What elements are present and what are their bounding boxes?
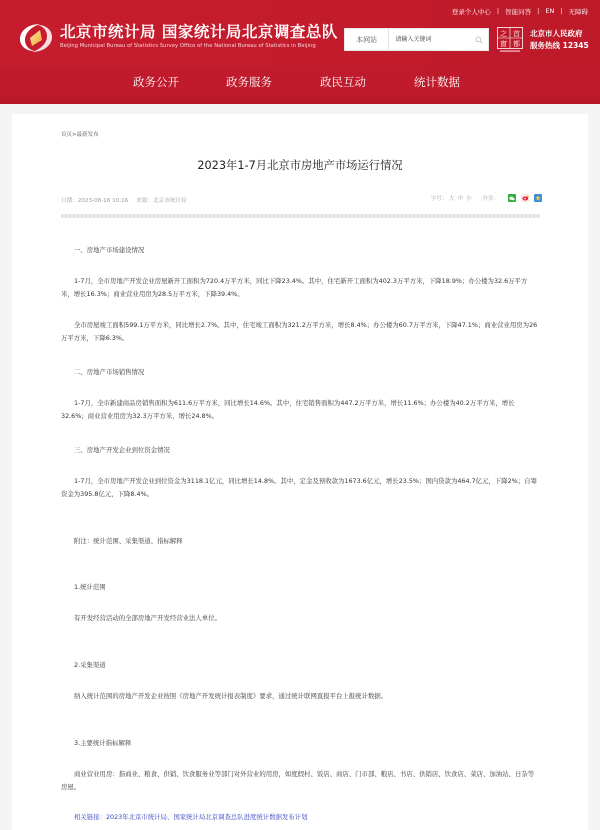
breadcrumb xyxy=(61,130,99,138)
search-button[interactable] xyxy=(470,29,488,50)
breadcrumb-home[interactable]: 首页 xyxy=(61,132,73,138)
site-title: 北京市统计局 国家统计局北京调查总队 xyxy=(60,23,338,41)
page-title: 2023年1-7月北京市房地产市场运行情况 xyxy=(197,159,403,172)
section-heading: 三、房地产开发企业到位资金情况 xyxy=(74,446,170,454)
paragraph: 1-7月，全市新建商品房销售面积为611.6万平方米，同比增长14.6%。其中，住宅销售面积为447.2万平方米，增长11.6%；办公楼为40.2万平方米，增长32.6%；商业营业用房为32.3万平方米，增长24.8%。 xyxy=(61,399,515,420)
section-heading: 一、房地产市场建设情况 xyxy=(74,246,145,254)
breadcrumb-current[interactable]: 最新发布 xyxy=(76,132,99,138)
qzone-share-icon[interactable] xyxy=(534,194,542,202)
font-size-small[interactable]: 小 xyxy=(466,196,472,202)
main-nav xyxy=(0,66,600,98)
hotline-info[interactable] xyxy=(530,28,589,52)
wechat-share-icon[interactable] xyxy=(508,194,516,202)
publish-date: 2023-08-16 10:16 xyxy=(77,198,129,204)
related-link[interactable]: 相关链接：2023年北京市统计局、国家统计局北京调查总队进度统计数据发布计划 xyxy=(74,813,308,821)
search-input[interactable] xyxy=(389,29,470,50)
share-label: 分享： xyxy=(482,196,499,202)
svg-text:都: 都 xyxy=(513,40,520,48)
login-link[interactable]: 登录个人中心 xyxy=(451,7,491,16)
capital-window-logo-icon[interactable] xyxy=(497,27,523,53)
note-heading: 3.主要统计指标解释 xyxy=(74,739,132,747)
hotline-line1: 北京市人民政府 xyxy=(530,29,583,38)
svg-text:之: 之 xyxy=(500,30,507,38)
separator: | xyxy=(537,7,540,15)
weibo-share-icon[interactable] xyxy=(521,194,529,202)
svg-text:窗: 窗 xyxy=(500,40,507,48)
hotline-line2: 服务热线 12345 xyxy=(530,41,589,50)
nav-item-gov-affairs[interactable]: 政务公开 xyxy=(133,75,179,89)
note-text: 纳入统计范围的房地产开发企业按照《房地产开发统计报表制度》要求，通过统计联网直报平台上报统计数据。 xyxy=(74,692,388,700)
search-scope-select[interactable]: 本网站 xyxy=(345,29,389,50)
nav-item-interaction[interactable]: 政民互动 xyxy=(320,75,366,89)
nav-item-gov-services[interactable]: 政务服务 xyxy=(226,75,272,89)
note-text: 有开发经营活动的全部房地产开发经营业法人单位。 xyxy=(74,614,221,622)
font-size-label: 字号： xyxy=(430,196,448,202)
article-card xyxy=(12,114,588,830)
date-label: 日期： xyxy=(61,198,78,204)
font-size-large[interactable]: 大 xyxy=(448,196,455,202)
note-heading: 1.统计范围 xyxy=(74,583,106,591)
nav-bottom-band xyxy=(0,97,600,104)
paragraph: 全市房屋竣工面积599.1万平方米，同比增长2.7%。其中，住宅竣工面积为321.2万平方米，增长8.4%；办公楼为60.7万平方米，下降47.1%；商业营业用房为26万平方米，下降6.3%。 xyxy=(61,321,538,342)
english-link[interactable]: EN xyxy=(545,7,555,15)
svg-text:首: 首 xyxy=(513,30,520,38)
search-icon xyxy=(475,36,483,44)
site-subtitle: Beijing Municipal Bureau of Statistics Survey Office of the National Bureau of Statistics in Beijing xyxy=(60,43,316,49)
top-links xyxy=(452,6,588,16)
paragraph: 1-7月，全市房地产开发企业房屋新开工面积为720.4万平方米，同比下降23.4%。其中，住宅新开工面积为402.3万平方米，下降18.9%；办公楼为32.6万平方米，增长16.3%；商业营业用房为28.5万平方米，下降39.4%。 xyxy=(61,277,528,298)
paragraph: 1-7月，全市房地产开发企业到位资金为3118.1亿元，同比增长14.8%。其中，定金及预收款为1673.6亿元，增长23.5%；国内贷款为464.7亿元，下降2%；自筹资金为395.8亿元，下降8.4%。 xyxy=(61,477,537,498)
site-header xyxy=(0,0,600,104)
notes-title: 附注：统计范围、采集渠道、指标解释 xyxy=(74,537,183,545)
article-meta xyxy=(61,196,187,204)
breadcrumb-separator: > xyxy=(72,132,77,138)
accessibility-link[interactable]: 无障碍 xyxy=(568,7,588,16)
separator: | xyxy=(560,7,563,15)
section-heading: 二、房地产市场销售情况 xyxy=(74,368,145,376)
search-box xyxy=(344,28,489,51)
note-heading: 2.采集渠道 xyxy=(74,661,106,669)
note-text: 商业营业用房：指商业、粮食、供销、饮食服务业等部门对外营业的用房，如度假村、饭店、商店、门市部、粮店、书店、供销店、饮食店、菜店、加油站、日杂等房屋。 xyxy=(61,770,535,791)
title-divider xyxy=(61,214,540,218)
source-value: 北京市统计局 xyxy=(153,198,187,204)
article-tools xyxy=(431,194,542,202)
nav-item-statistics[interactable]: 统计数据 xyxy=(414,75,460,89)
separator: | xyxy=(496,7,500,15)
bureau-logo-icon[interactable] xyxy=(14,20,58,56)
smart-qa-link[interactable]: 智能问答 xyxy=(505,7,532,16)
source-label: 来源： xyxy=(136,198,154,204)
font-size-medium[interactable]: 中 xyxy=(457,196,464,202)
